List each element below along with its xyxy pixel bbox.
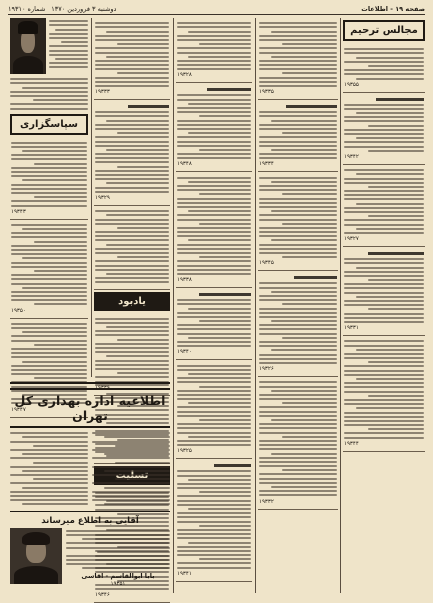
notice-ref: ۱۹۳۴۵ xyxy=(259,260,274,267)
notice xyxy=(343,247,425,336)
notice-ref: ۱۹۳۲۷ xyxy=(344,236,359,243)
portrait-notice xyxy=(10,18,88,76)
health-dept-block xyxy=(10,382,170,593)
notice-ref: ۱۹۳۳۳ xyxy=(95,89,110,96)
column-2 xyxy=(258,18,338,593)
notice-ref: ۱۹۳۴۸ xyxy=(177,161,192,168)
column-rule xyxy=(340,18,341,593)
notice xyxy=(94,206,170,290)
notice xyxy=(176,360,252,459)
notice xyxy=(343,165,425,247)
notice-ref: ۱۹۳۴۲ xyxy=(344,153,359,160)
notice-ref: ۱۹۳۵۵ xyxy=(344,81,359,88)
aghasi-notice-head: آقایی به اطلاع میرساند xyxy=(41,515,139,526)
portrait-text xyxy=(49,18,88,76)
notice xyxy=(343,336,425,452)
notice xyxy=(10,138,88,220)
notice xyxy=(94,18,170,100)
portrait-photo xyxy=(10,18,46,74)
section-banner-sepas: سپاسگزاری xyxy=(10,114,88,135)
health-dept-list xyxy=(10,430,170,508)
notice xyxy=(94,100,170,206)
aghasi-portrait xyxy=(10,528,62,584)
notice-ref: ۱۹۳۲۵ xyxy=(177,448,192,455)
notice-ref: ۱۹۳۲۸ xyxy=(177,72,192,79)
notice-ref: ۱۹۳۳۱ xyxy=(344,325,359,332)
notice xyxy=(343,44,425,93)
aghasi-ref: ۱۹۳۵۱ xyxy=(110,581,126,588)
page-label: صفحه ۱۹ - اطلاعات xyxy=(361,4,425,13)
date-line: دوشنبه ۳ فروردین ۱۳۷۰ xyxy=(51,4,117,13)
column-rule xyxy=(255,18,256,593)
notice xyxy=(176,18,252,83)
notice-ref: ۱۹۳۳۴ xyxy=(259,161,274,168)
column-1 xyxy=(343,18,425,593)
notice-ref: ۱۹۳۳۸ xyxy=(177,277,192,284)
notice xyxy=(176,288,252,360)
notice-ref: ۱۹۳۵۰ xyxy=(11,307,26,314)
notice xyxy=(258,18,338,100)
notice-ref: ۱۹۳۴۷ xyxy=(11,406,26,413)
column-rule xyxy=(173,18,174,593)
column-rule xyxy=(91,18,92,377)
notice xyxy=(258,172,338,271)
aghasi-notice xyxy=(10,511,170,589)
notice xyxy=(176,459,252,582)
notice xyxy=(176,172,252,288)
notice xyxy=(258,271,338,377)
notice-ref: ۱۹۳۴۴ xyxy=(344,440,359,447)
notice-ref: ۱۹۳۳۵ xyxy=(259,89,274,96)
notice xyxy=(258,377,338,509)
notice xyxy=(258,100,338,172)
health-dept-title: اطلاعیه اداره بهداری کل تهران xyxy=(10,388,170,428)
notice xyxy=(10,220,88,319)
notice-ref: ۱۹۳۴۳ xyxy=(11,208,26,215)
running-head xyxy=(8,3,425,15)
notice-ref: ۱۹۳۴۶ xyxy=(95,592,110,599)
column-4 xyxy=(94,18,170,377)
notice-ref: ۱۹۳۲۹ xyxy=(95,194,110,201)
notice-ref: ۱۹۳۲۶ xyxy=(259,366,274,373)
column-3 xyxy=(176,18,252,593)
notice-ref: ۱۹۳۴۱ xyxy=(177,570,192,577)
issue-number: شماره ۱۹۳۱۰ xyxy=(8,4,46,13)
running-head-meta xyxy=(8,5,116,13)
notice xyxy=(343,93,425,165)
aghasi-signature: بابا ابوالقاسم - اقاسی xyxy=(81,572,155,581)
notice-ref: ۱۹۳۴۰ xyxy=(177,349,192,356)
section-banner-tarhim: مجالس ترحیم xyxy=(343,20,425,41)
column-5 xyxy=(10,18,88,413)
notice-ref: ۱۹۳۳۲ xyxy=(259,498,274,505)
notice xyxy=(176,83,252,172)
section-banner-yadbood: یادبود xyxy=(94,292,170,311)
